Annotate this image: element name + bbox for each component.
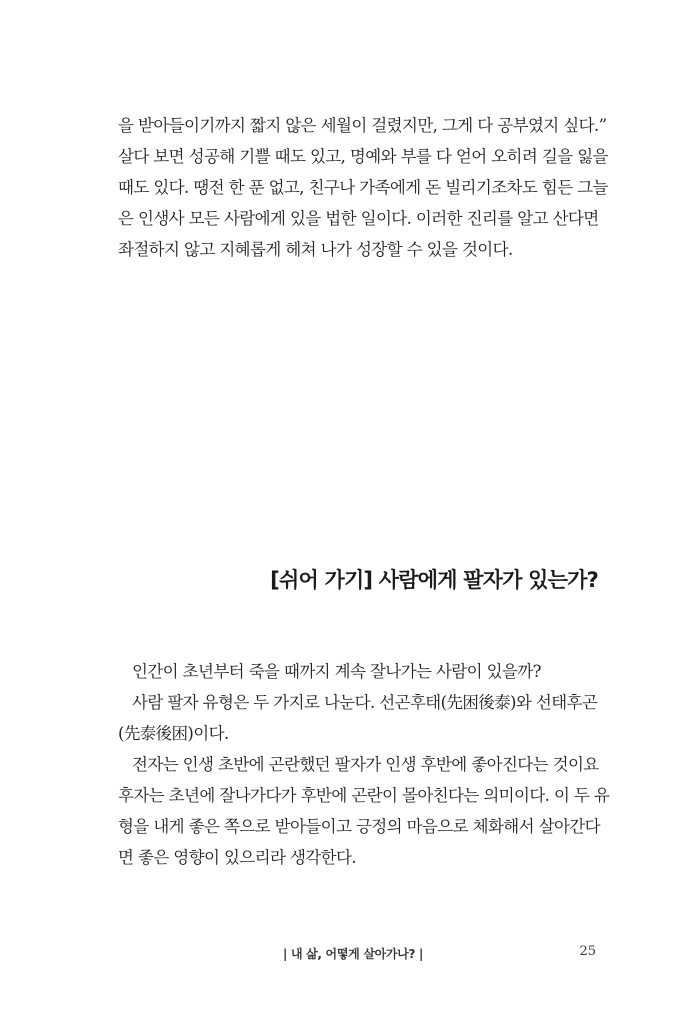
text-line: 을 받아들이기까지 짧지 않은 세월이 걸렸지만, 그게 다 공부였지 싶다.” (118, 116, 607, 135)
text-line: 때도 있다. 땡전 한 푼 없고, 친구나 가족에게 돈 빌리기조차도 힘든 그늘 (118, 178, 608, 197)
text-line: 전자는 인생 초반에 곤란했던 팔자가 인생 후반에 좋아진다는 것이요 (132, 755, 599, 774)
text-line: 형을 내게 좋은 쪽으로 받아들이고 긍정의 마음으로 체화해서 살아간다 (118, 817, 600, 836)
text-line: 은 인생사 모든 사람에게 있을 법한 일이다. 이러한 진리를 알고 산다면 (118, 209, 599, 228)
text-line: 좌절하지 않고 지혜롭게 헤쳐 나가 성장할 수 있을 것이다. (118, 240, 513, 259)
section-heading: [쉬어 가기] 사람에게 팔자가 있는가? (270, 568, 598, 592)
text-line: 인간이 초년부터 죽을 때까지 계속 잘나가는 사람이 있을까? (132, 662, 541, 681)
text-line: (先泰後困)이다. (118, 724, 229, 743)
page-number: 25 (579, 944, 596, 959)
running-title: | 내 삶, 어떻게 살아가나? | (283, 947, 424, 961)
body-text-bottom (118, 656, 610, 873)
text-line: 사람 팔자 유형은 두 가지로 나눈다. 선곤후태(先困後泰)와 선태후곤 (132, 693, 598, 712)
text-line: 면 좋은 영향이 있으리라 생각한다. (118, 848, 356, 867)
text-line: 후자는 초년에 잘나가다가 후반에 곤란이 몰아친다는 의미이다. 이 두 유 (118, 786, 610, 805)
body-text-top (118, 110, 608, 265)
text-line: 살다 보면 성공해 기쁠 때도 있고, 명예와 부를 다 얻어 오히려 길을 잃을 (118, 147, 608, 166)
